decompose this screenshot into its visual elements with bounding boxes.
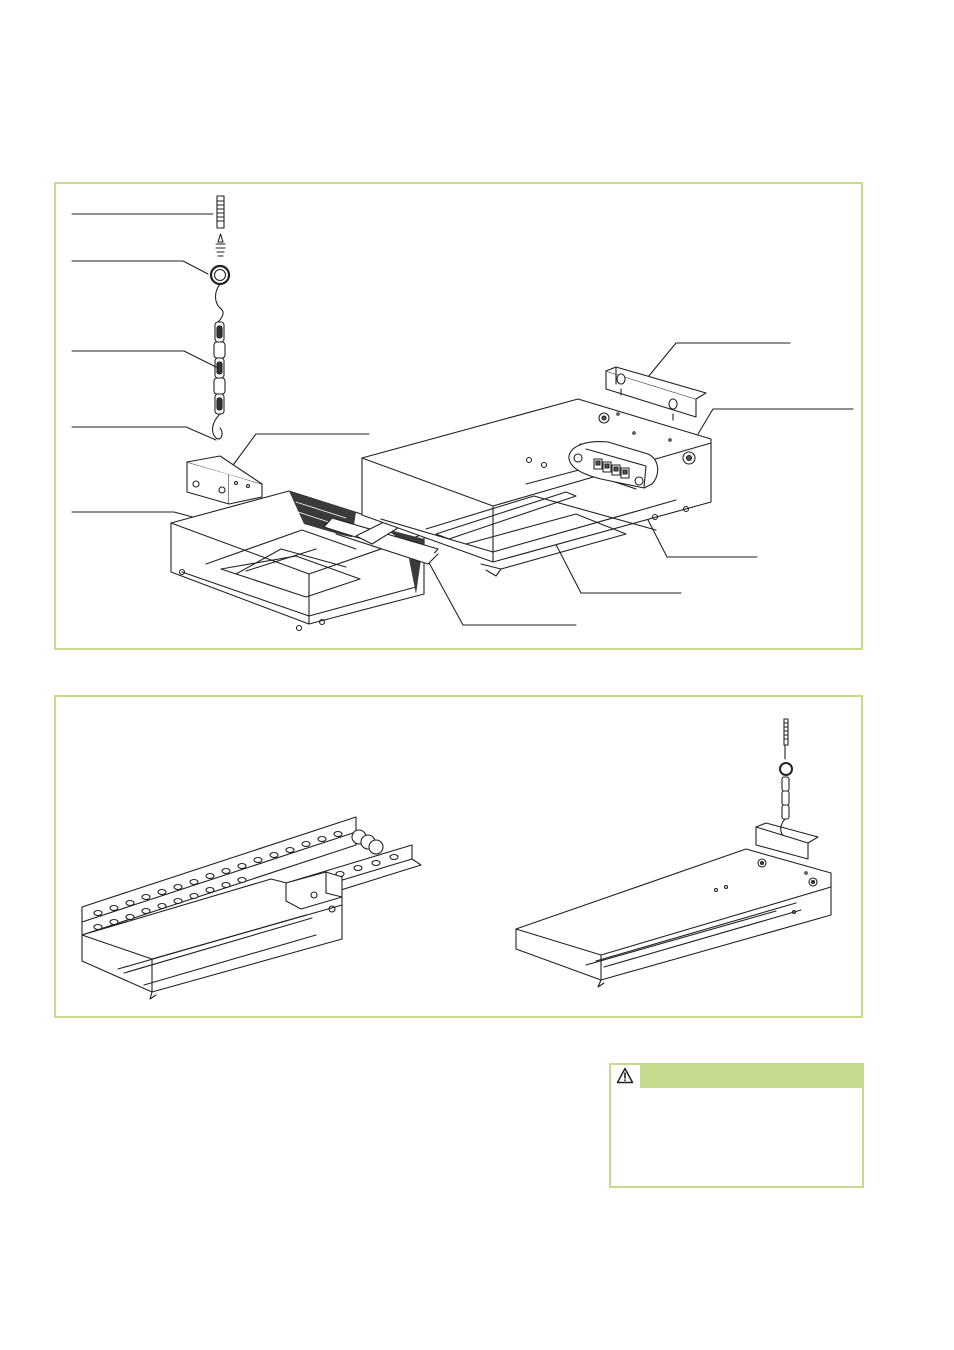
- warning-header: [611, 1065, 862, 1088]
- s-hook-top-icon: [216, 284, 224, 322]
- eye-hook-icon: [780, 763, 792, 775]
- installation-examples-drawing: [56, 697, 865, 1020]
- cables-icon: [352, 830, 383, 854]
- callout-leader-6: [228, 434, 369, 472]
- eye-ring-icon: [211, 266, 229, 284]
- exploded-assembly-drawing: [56, 184, 865, 652]
- exploded-assembly-figure: [54, 182, 863, 650]
- warning-box: [609, 1063, 864, 1188]
- screw-tip-icon: [216, 234, 225, 256]
- suspension-hardware: [211, 196, 229, 439]
- chain-icon: [782, 777, 789, 819]
- s-hook-bottom-icon: [213, 414, 223, 439]
- callout-leader-11: [428, 561, 576, 625]
- installation-examples-figure: [54, 695, 863, 1018]
- chain-suspension-example: [516, 719, 831, 987]
- callout-leader-8: [689, 409, 853, 449]
- callout-leader-7: [648, 343, 790, 377]
- warning-triangle-icon: [616, 1067, 634, 1084]
- warning-icon-cell: [611, 1065, 642, 1088]
- callout-leader-2: [72, 261, 208, 274]
- chain-icon: [214, 322, 225, 414]
- callout-leader-4: [72, 427, 216, 440]
- callout-leader-3: [72, 351, 216, 367]
- cable-tray-mount-example: [82, 817, 421, 999]
- left-mounting-bracket: [187, 456, 262, 504]
